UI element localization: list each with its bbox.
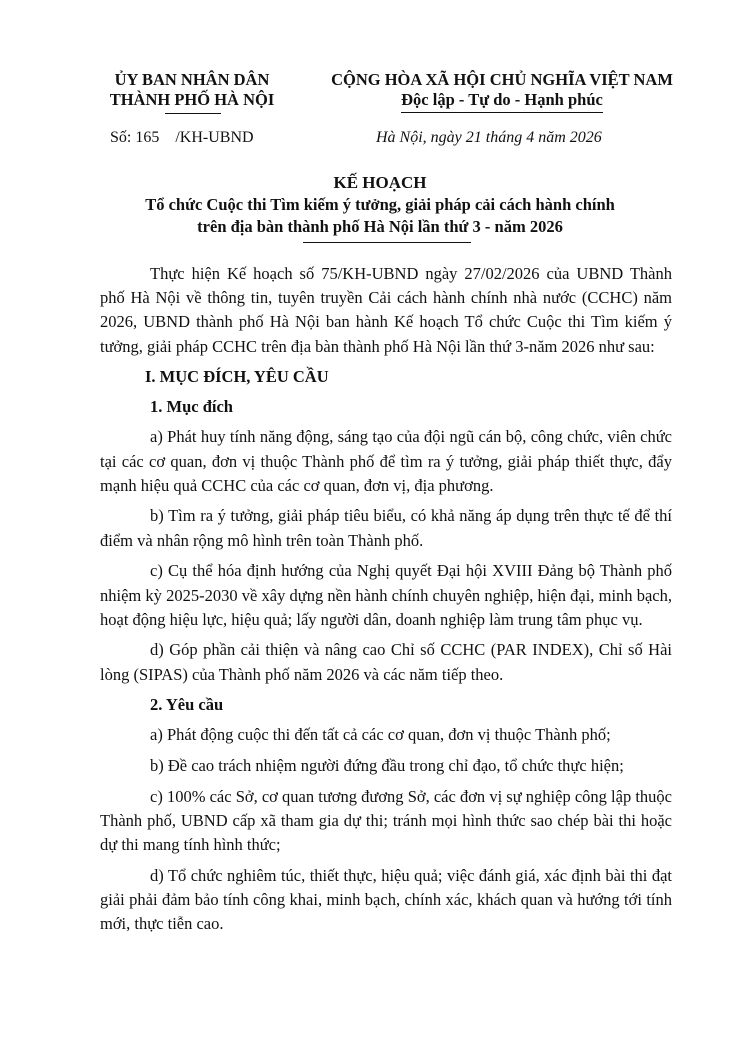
document-type: KẾ HOẠCH	[333, 173, 427, 192]
document-title	[120, 172, 640, 238]
issuing-agency	[92, 70, 292, 110]
title-underline	[303, 242, 471, 243]
document-number: Số: 165 /KH-UBND	[110, 129, 254, 146]
purpose-item-c: c) Cụ thể hóa định hướng của Nghị quyết Đại hội XVIII Đảng bộ Thành phố nhiệm kỳ 2025-2030 về xây dựng nền hành chính chuyên nghiệp, hiện đại, minh bạch, hoạt động hiệu lực, hiệu quả; lấy người dân, doanh nghiệp làm trung tâm phục vụ.	[100, 561, 672, 629]
subject-line-2: trên địa bàn thành phố Hà Nội lần thứ 3 - năm 2026	[197, 217, 563, 236]
national-header	[322, 70, 682, 113]
subject-line-1: Tổ chức Cuộc thi Tìm kiếm ý tưởng, giải pháp cải cách hành chính	[145, 195, 615, 214]
requirement-item-c: c) 100% các Sở, cơ quan tương đương Sở, các đơn vị sự nghiệp công lập thuộc Thành phố, UBND cấp xã tham gia dự thi; tránh mọi hình thức sao chép bài thi hoặc dự thi mang tính hình thức;	[100, 786, 672, 855]
place-and-date: Hà Nội, ngày 21 tháng 4 năm 2026	[376, 129, 602, 146]
nation-name: CỘNG HÒA XÃ HỘI CHỦ NGHĨA VIỆT NAM	[331, 70, 673, 89]
national-motto: Độc lập - Tự do - Hạnh phúc	[401, 90, 603, 113]
subsection-heading-purpose: 1. Mục đích	[150, 397, 233, 417]
purpose-item-a: a) Phát huy tính năng động, sáng tạo của đội ngũ cán bộ, công chức, viên chức tại các cơ quan, đơn vị thuộc Thành phố để tìm ra ý tưởng, giải pháp thiết thực, đẩy mạnh hiệu quả CCHC của các cơ quan, đơn vị, địa phương.	[100, 427, 672, 495]
agency-underline	[165, 113, 221, 114]
purpose-item-d: d) Góp phần cải thiện và nâng cao Chỉ số CCHC (PAR INDEX), Chỉ số Hài lòng (SIPAS) của Thành phố năm 2026 và các năm tiếp theo.	[100, 640, 672, 684]
agency-line-2: THÀNH PHỐ HÀ NỘI	[109, 90, 275, 109]
section-heading: I. MỤC ĐÍCH, YÊU CẦU	[145, 367, 329, 387]
intro-paragraph: Thực hiện Kế hoạch số 75/KH-UBND ngày 27/02/2026 của UBND Thành phố Hà Nội về thông tin, tuyên truyền Cải cách hành chính nhà nước (CCHC) năm 2026, UBND thành phố Hà Nội ban hành Kế hoạch Tổ chức Cuộc thi Tìm kiếm ý tưởng, giải pháp CCHC trên địa bàn thành phố Hà Nội lần thứ 3-năm 2026 như sau:	[100, 264, 672, 356]
document-body	[100, 262, 672, 943]
requirement-item-b: b) Đề cao trách nhiệm người đứng đầu trong chỉ đạo, tổ chức thực hiện;	[150, 756, 624, 776]
subsection-heading-requirements: 2. Yêu cầu	[150, 695, 224, 715]
purpose-item-b: b) Tìm ra ý tưởng, giải pháp tiêu biểu, có khả năng áp dụng trên thực tế để thí điểm và nhân rộng mô hình trên toàn Thành phố.	[100, 506, 672, 550]
agency-line-1: ỦY BAN NHÂN DÂN	[114, 70, 270, 89]
requirement-item-a: a) Phát động cuộc thi đến tất cả các cơ quan, đơn vị thuộc Thành phố;	[150, 725, 611, 745]
requirement-item-d: d) Tổ chức nghiêm túc, thiết thực, hiệu quả; việc đánh giá, xác định bài thi đạt giải phải đảm bảo tính công khai, minh bạch, chính xác, khách quan và hướng tới tính mới, thực tiễn cao.	[100, 865, 672, 934]
